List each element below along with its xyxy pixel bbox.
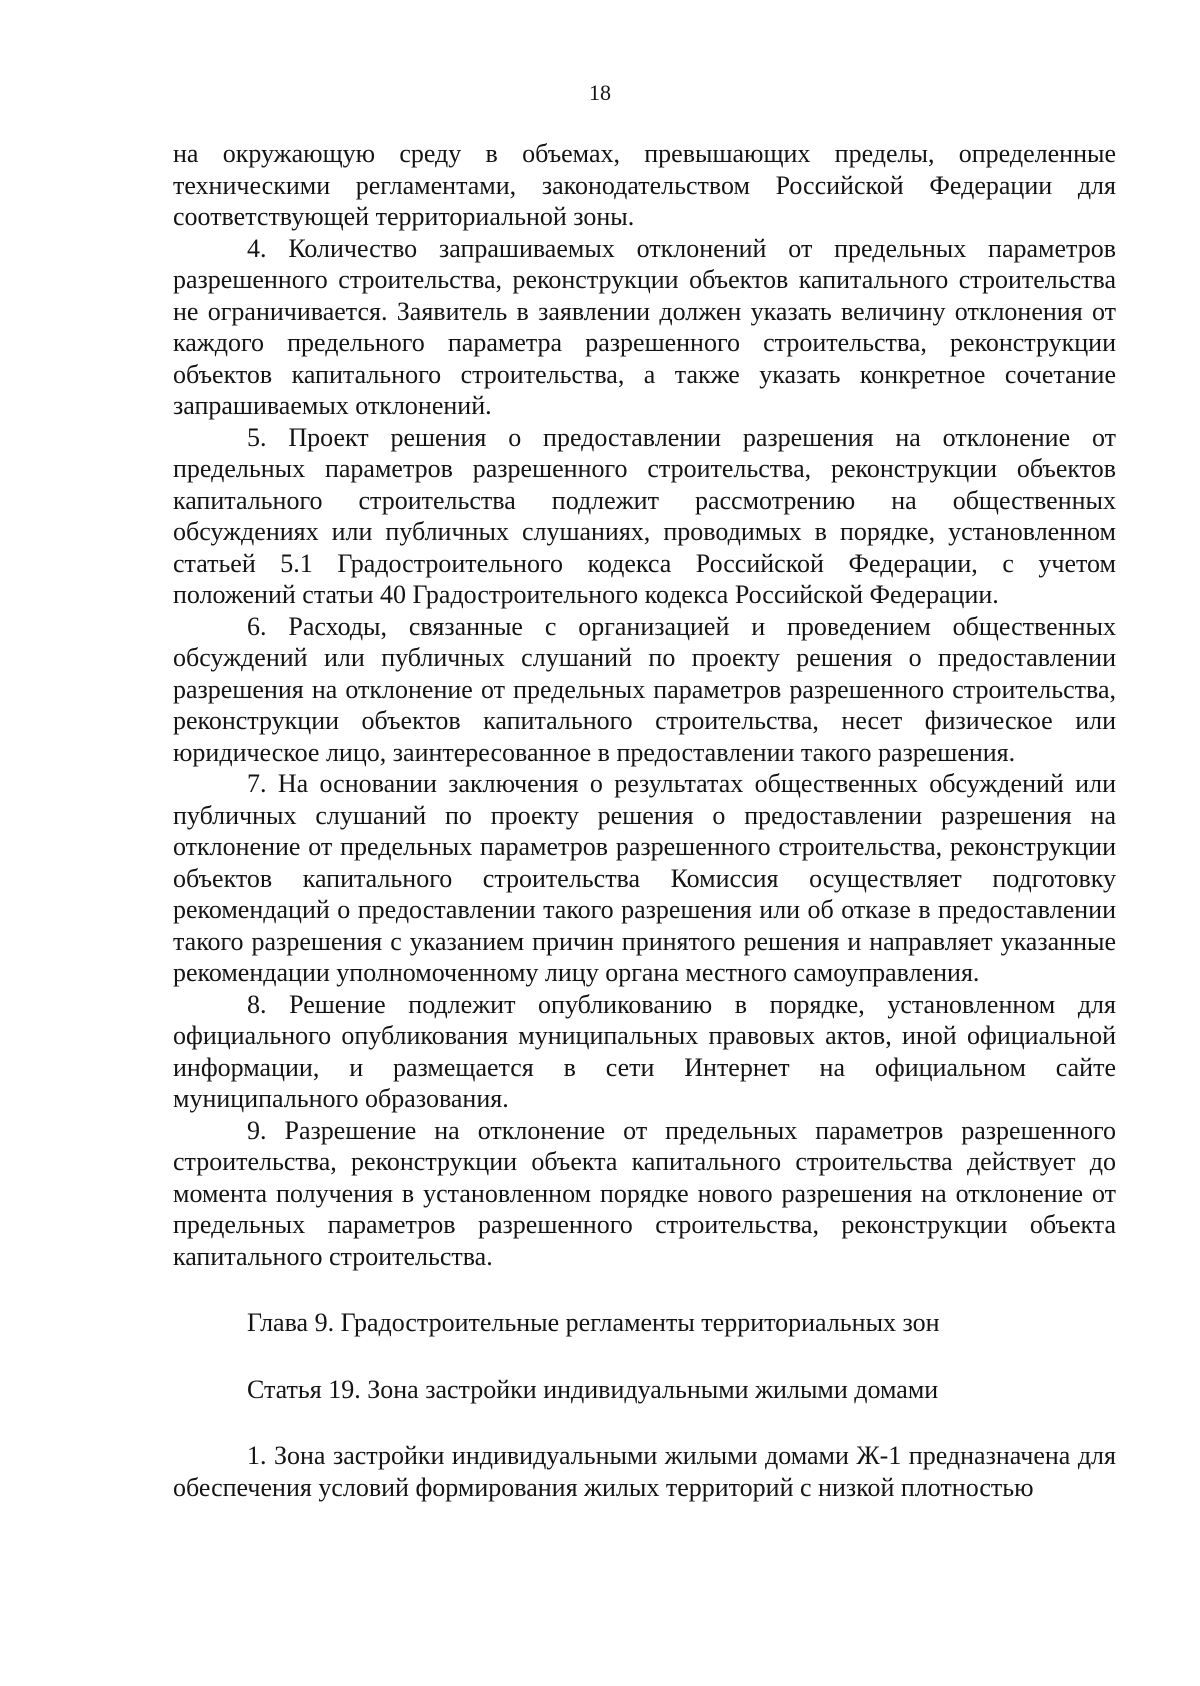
paragraph-item-5: 5. Проект решения о предоставлении разрешения на отклонение от предельных параметров разрешенного строительства, реконструкции объектов капитального строительства подлежит рассмотрению на общественных обсуждениях или публичных слушаниях, проводимых в порядке, установленном статьей 5.1 Градостроительного кодекса Российской Федерации, с учетом положений статьи 40 Градостроительного кодекса Российской Федерации. bbox=[173, 422, 1116, 609]
paragraph-article-19-item-1: 1. Зона застройки индивидуальными жилыми домами Ж-1 предназначена для обеспечения условий формирования жилых территорий с низкой плотностью bbox=[173, 1441, 1116, 1502]
paragraph-item-8: 8. Решение подлежит опубликованию в порядке, установленном для официального опубликования муниципальных правовых актов, иной официальной информации, и размещается в сети Интернет на официальном сайте муниципального образования. bbox=[173, 989, 1116, 1113]
paragraph-item-4: 4. Количество запрашиваемых отклонений от предельных параметров разрешенного строительства, реконструкции объектов капитального строительства не ограничивается. Заявитель в заявлении должен указать величину отклонения от каждого предельного параметра разрешенного строительства, реконструкции объектов капитального строительства, а также указать конкретное сочетание запрашиваемых отклонений. bbox=[173, 233, 1116, 420]
paragraph-item-7: 7. На основании заключения о результатах общественных обсуждений или публичных слушаний по проекту решения о предоставлении разрешения на отклонение от предельных параметров разрешенного строительства, реконструкции объектов капитального строительства Комиссия осуществляет подготовку рекомендаций о предоставлении такого разрешения или об отказе в предоставлении такого разрешения с указанием причин принятого решения и направляет указанные рекомендации уполномоченному лицу органа местного самоуправления. bbox=[173, 769, 1116, 987]
document-body bbox=[173, 138, 1116, 1503]
article-heading: Статья 19. Зона застройки индивидуальными жилыми домами bbox=[247, 1374, 939, 1404]
chapter-heading: Глава 9. Градостроительные регламенты территориальных зон bbox=[247, 1308, 940, 1337]
paragraph-item-9: 9. Разрешение на отклонение от предельных параметров разрешенного строительства, реконструкции объекта капитального строительства действует до момента получения в установленном порядке нового разрешения на отклонение от предельных параметров разрешенного строительства, реконструкции объекта капитального строительства. bbox=[173, 1115, 1116, 1271]
paragraph-item-6: 6. Расходы, связанные с организацией и проведением общественных обсуждений или публичных слушаний по проекту решения о предоставлении разрешения на отклонение от предельных параметров разрешенного строительства, реконструкции объектов капитального строительства, несет физическое или юридическое лицо, заинтересованное в предоставлении такого разрешения. bbox=[173, 611, 1116, 767]
paragraph-continuation: на окружающую среду в объемах, превышающих пределы, определенные техническими регламентами, законодательством Российской Федерации для соответствующей территориальной зоны. bbox=[173, 139, 1116, 231]
page-number: 18 bbox=[589, 80, 611, 105]
